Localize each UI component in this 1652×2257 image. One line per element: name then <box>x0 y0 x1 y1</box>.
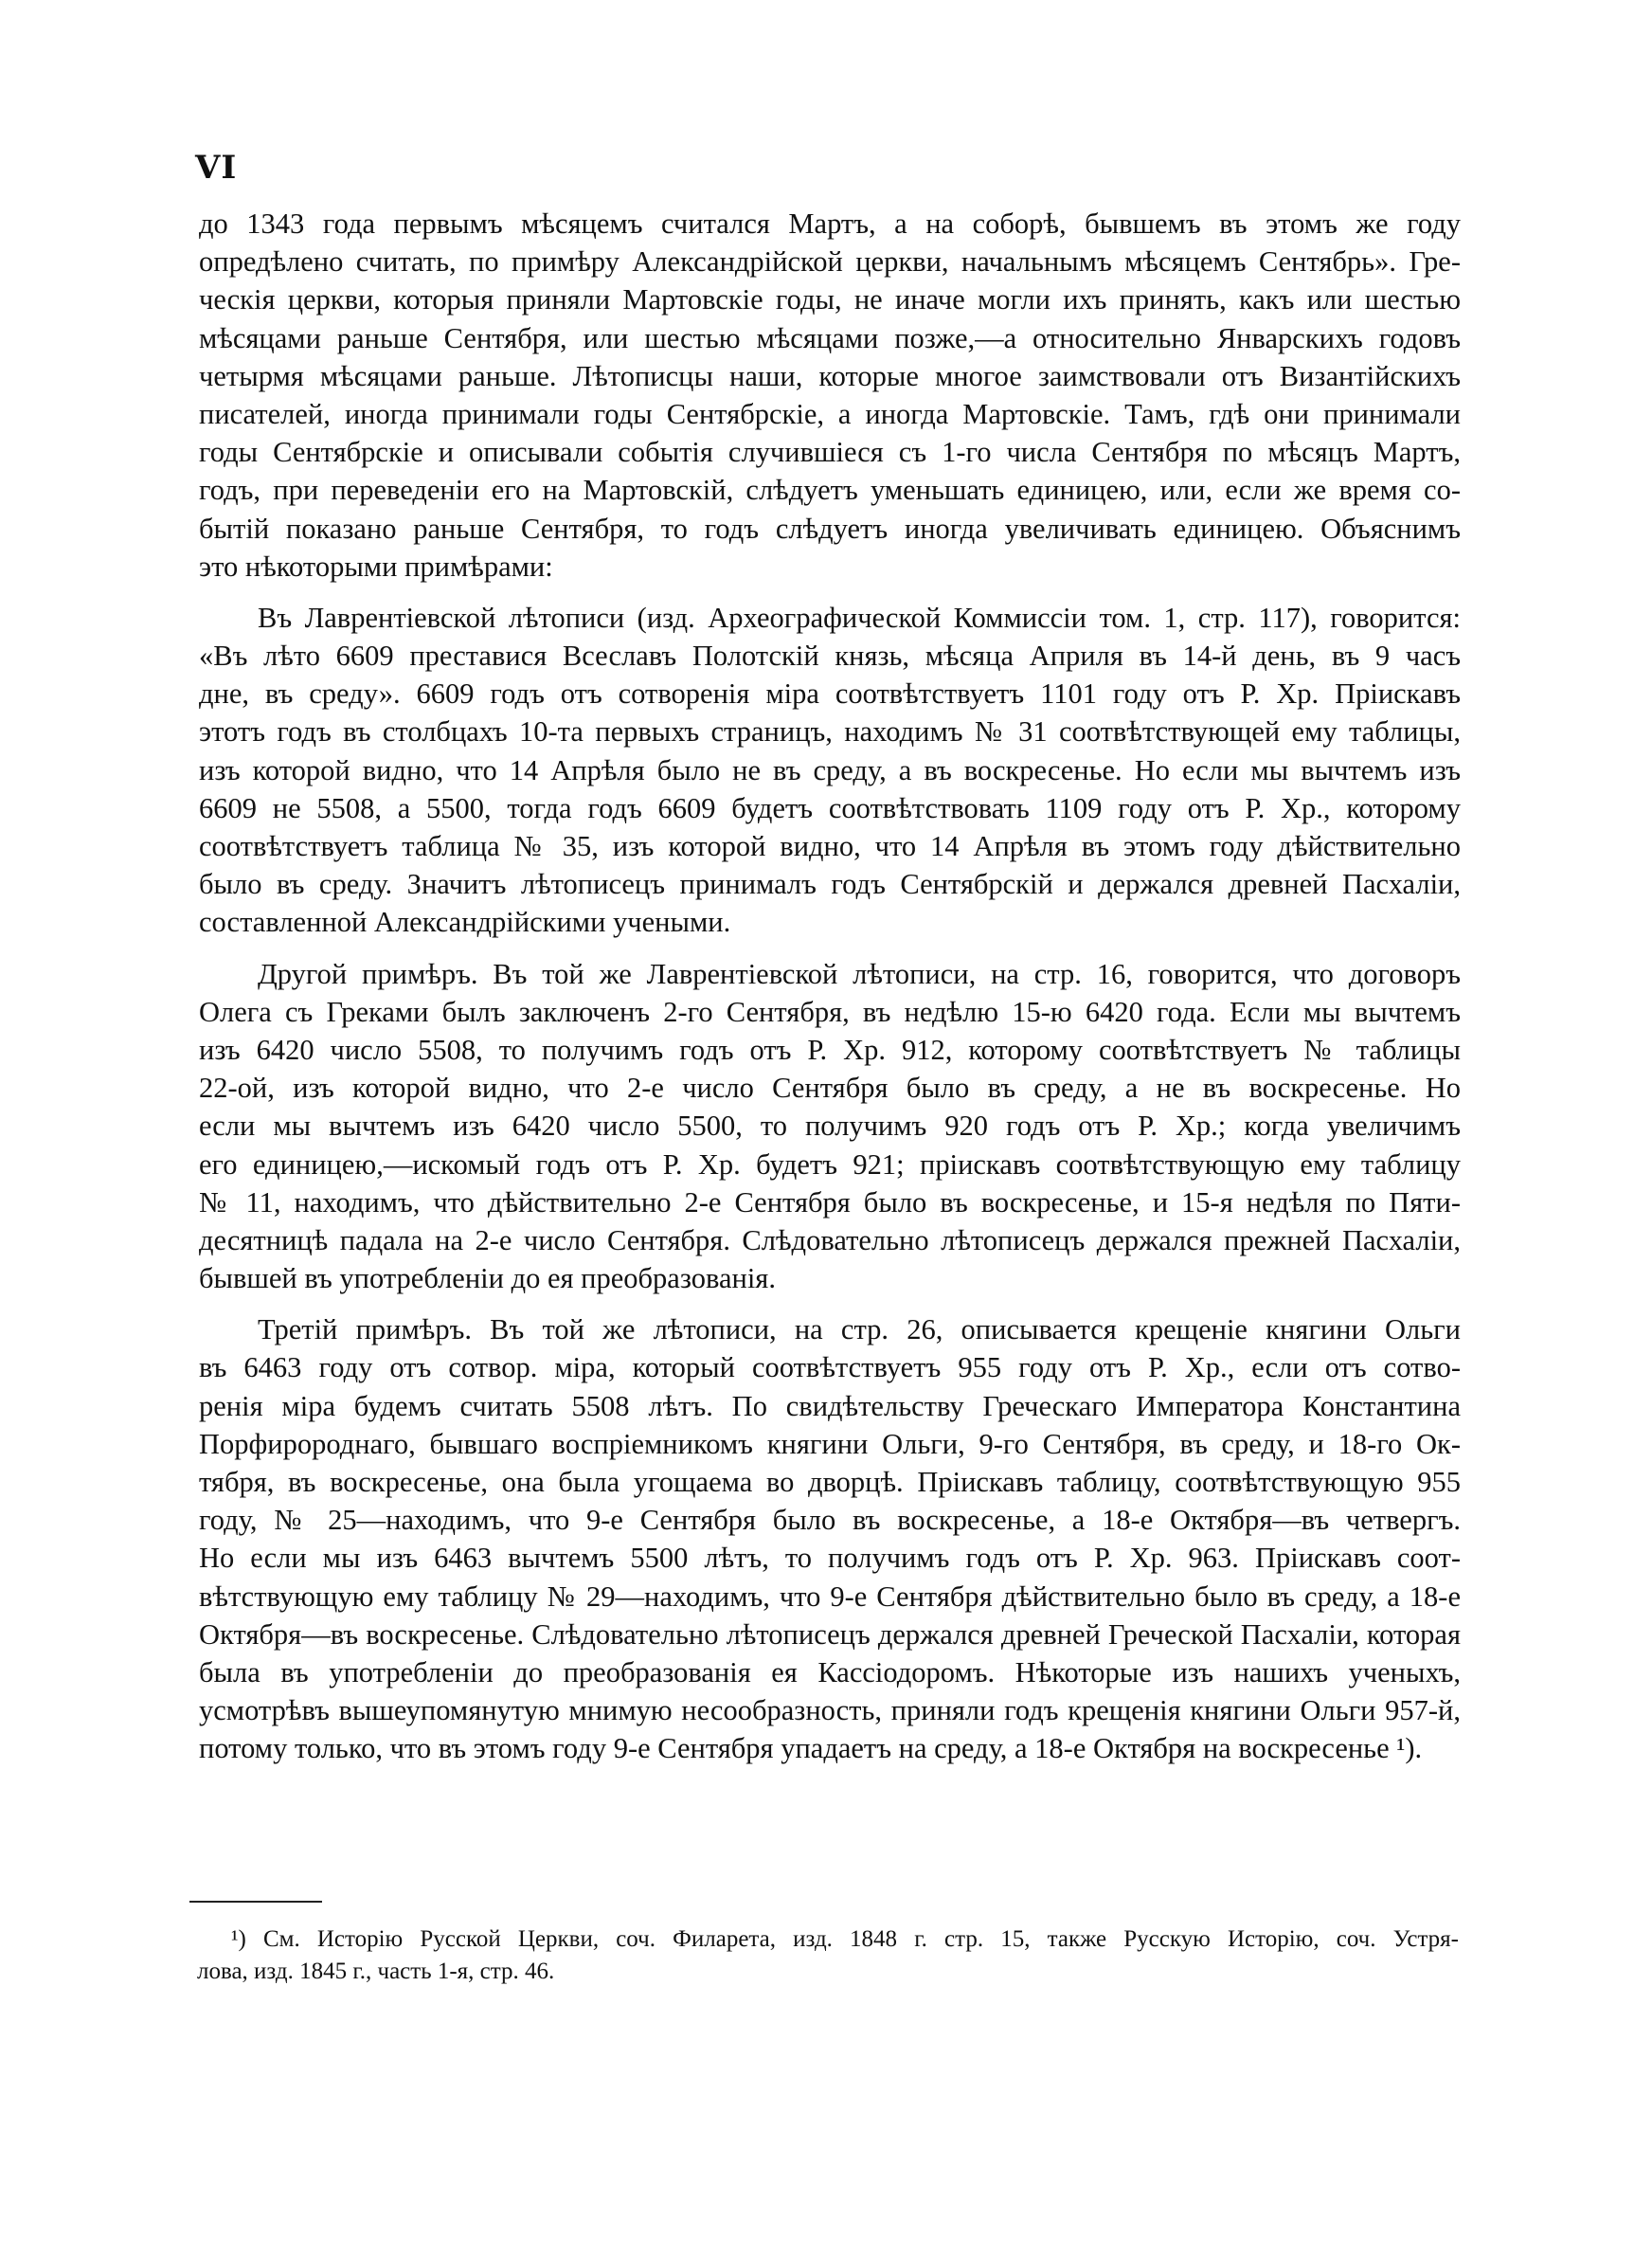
text-line: въ 6463 году отъ сотвор. міра, который соотвѣтствуетъ 955 году отъ Р. Хр., если отъ сотво- <box>199 1351 1461 1384</box>
text-line: соотвѣтствуетъ таблица № 35, изъ которой видно, что 14 Апрѣля въ этомъ году дѣйствительно <box>199 830 1461 862</box>
text-line: Но если мы изъ 6463 вычтемъ 5500 лѣтъ, то получимъ годъ отъ Р. Хр. 963. Пріискавъ соот- <box>199 1542 1461 1575</box>
text-line: до 1343 года первымъ мѣсяцемъ считался Мартъ, а на соборѣ, бывшемъ въ этомъ же году <box>199 208 1461 240</box>
text-line: было въ среду. Значитъ лѣтописецъ принималъ годъ Сентябрскій и держался древней Пасхаліи, <box>199 868 1461 901</box>
text-line: вѣтствующую ему таблицу № 29—находимъ, что 9-е Сентября дѣйствительно было въ среду, а 18-е <box>199 1580 1461 1613</box>
paragraph-3 <box>199 955 1461 1298</box>
footnote-divider <box>189 1901 322 1903</box>
paragraph-1 <box>199 205 1461 586</box>
text-line: № 11, находимъ, что дѣйствительно 2-е Сентября было въ воскресенье, и 15-я недѣля по Пяти- <box>199 1185 1461 1219</box>
text-line: бывшей въ употребленіи до ея преобразованія. <box>199 1262 776 1295</box>
text-line: 22-ой, изъ которой видно, что 2-е число Сентября было въ среду, а не въ воскресенье. Но <box>199 1072 1461 1105</box>
paragraph-4 <box>199 1310 1461 1767</box>
text-line: 6609 не 5508, а 5500, тогда годъ 6609 будетъ соотвѣтствовать 1109 году отъ Р. Хр., которому <box>199 791 1461 824</box>
text-line: бытій показано раньше Сентября, то годъ слѣдуетъ иногда увеличивать единицею. Объяснимъ <box>199 512 1461 545</box>
text-line: ренія міра будемъ считать 5508 лѣтъ. По свидѣтельству Греческаго Императора Константина <box>199 1389 1461 1422</box>
footnote-line: лова, изд. 1845 г., часть 1-я, стр. 46. <box>197 1959 555 1984</box>
text-line: писателей, иногда принимали годы Сентябрскіе, а иногда Мартовскіе. Тамъ, гдѣ они принимали <box>199 397 1461 430</box>
text-line: потому только, что въ этомъ году 9-е Сентября упадаетъ на среду, а 18-е Октября на воскресенье ¹). <box>199 1732 1423 1765</box>
text-line: Олега съ Греками былъ заключенъ 2-го Сентября, въ недѣлю 15-ю 6420 года. Если мы вычтемъ <box>199 995 1461 1028</box>
paragraph-2 <box>199 599 1461 942</box>
footnote <box>197 1923 1459 1988</box>
text-line: четырмя мѣсяцами раньше. Лѣтописцы наши, которые многое заимствовали отъ Византійскихъ <box>199 359 1461 392</box>
page-number: VI <box>195 149 238 187</box>
text-line: году, № 25—находимъ, что 9-е Сентября было въ воскресенье, а 18-е Октября—въ четвергъ. <box>199 1504 1461 1537</box>
text-line: Октября—въ воскресенье. Слѣдовательно лѣтописецъ держался древней Греческой Пасхаліи, которая <box>199 1617 1461 1651</box>
text-line: его единицею,—искомый годъ отъ Р. Хр. будетъ 921; пріискавъ соотвѣтствующую ему таблицу <box>199 1147 1461 1181</box>
text-line: годъ, при переведеніи его на Мартовскій, слѣдуетъ уменьшать единицею, или, если же время со- <box>199 474 1461 507</box>
text-line: годы Сентябрскіе и описывали событія случившіеся съ 1-го числа Сентября по мѣсяцъ Мартъ, <box>199 436 1461 469</box>
text-line: Другой примѣръ. Въ той же Лаврентіевской лѣтописи, на стр. 16, говорится, что договоръ <box>258 957 1461 990</box>
text-line: ческія церкви, которыя приняли Мартовскіе годы, не иначе могли ихъ принять, какъ или шестью <box>199 283 1461 316</box>
body-text <box>199 205 1461 1781</box>
text-line: составленной Александрійскими учеными. <box>199 906 731 939</box>
footnote-line: ¹) См. Исторію Русской Церкви, соч. Филарета, изд. 1848 г. стр. 15, также Русскую Исторію, соч. Устря- <box>231 1926 1459 1952</box>
text-line: дне, въ среду». 6609 годъ отъ сотворенія міра соотвѣтствуетъ 1101 году отъ Р. Хр. Пріискавъ <box>199 677 1461 711</box>
text-line: Въ Лаврентіевской лѣтописи (изд. Археографической Коммиссіи том. 1, стр. 117), говорится: <box>258 601 1461 634</box>
text-line: «Въ лѣто 6609 преставися Всеславъ Полотскій князь, мѣсяца Априля въ 14-й день, въ 9 часъ <box>199 640 1461 673</box>
text-line: это нѣкоторыми примѣрами: <box>199 550 553 583</box>
text-line: Порфиророднаго, бывшаго воспріемникомъ княгини Ольги, 9-го Сентября, въ среду, и 18-го Ок- <box>199 1427 1461 1460</box>
text-line: мѣсяцами раньше Сентября, или шестью мѣсяцами позже,—а относительно Январскихъ годовъ <box>199 321 1461 354</box>
text-line: десятницѣ падала на 2-е число Сентября. Слѣдовательно лѣтописецъ держался прежней Пасхаліи, <box>199 1223 1461 1256</box>
text-line: тября, въ воскресенье, она была угощаема во дворцѣ. Пріискавъ таблицу, соотвѣтствующую 955 <box>199 1466 1461 1498</box>
text-line: изъ которой видно, что 14 Апрѣля было не въ среду, а въ воскресенье. Но если мы вычтемъ изъ <box>199 753 1461 786</box>
text-line: была въ употребленіи до преобразованія ея Кассіодоромъ. Нѣкоторые изъ нашихъ ученыхъ, <box>199 1655 1461 1688</box>
text-line: если мы вычтемъ изъ 6420 число 5500, то получимъ 920 годъ отъ Р. Хр.; когда увеличимъ <box>199 1110 1461 1143</box>
text-line: усмотрѣвъ вышеупомянутую мнимую несообразность, приняли годъ крещенія княгини Ольги 957-й, <box>199 1694 1461 1727</box>
text-line: изъ 6420 число 5508, то получимъ годъ отъ Р. Хр. 912, которому соотвѣтствуетъ № таблицы <box>199 1033 1461 1066</box>
text-line: опредѣлено считать, по примѣру Александрійской церкви, начальнымъ мѣсяцемъ Сентябрь». Гре- <box>199 245 1461 279</box>
text-line: Третій примѣръ. Въ той же лѣтописи, на стр. 26, описывается крещеніе княгини Ольги <box>258 1313 1461 1346</box>
text-line: этотъ годъ въ столбцахъ 10-та первыхъ страницъ, находимъ № 31 соотвѣтствующей ему таблицы, <box>199 715 1461 749</box>
